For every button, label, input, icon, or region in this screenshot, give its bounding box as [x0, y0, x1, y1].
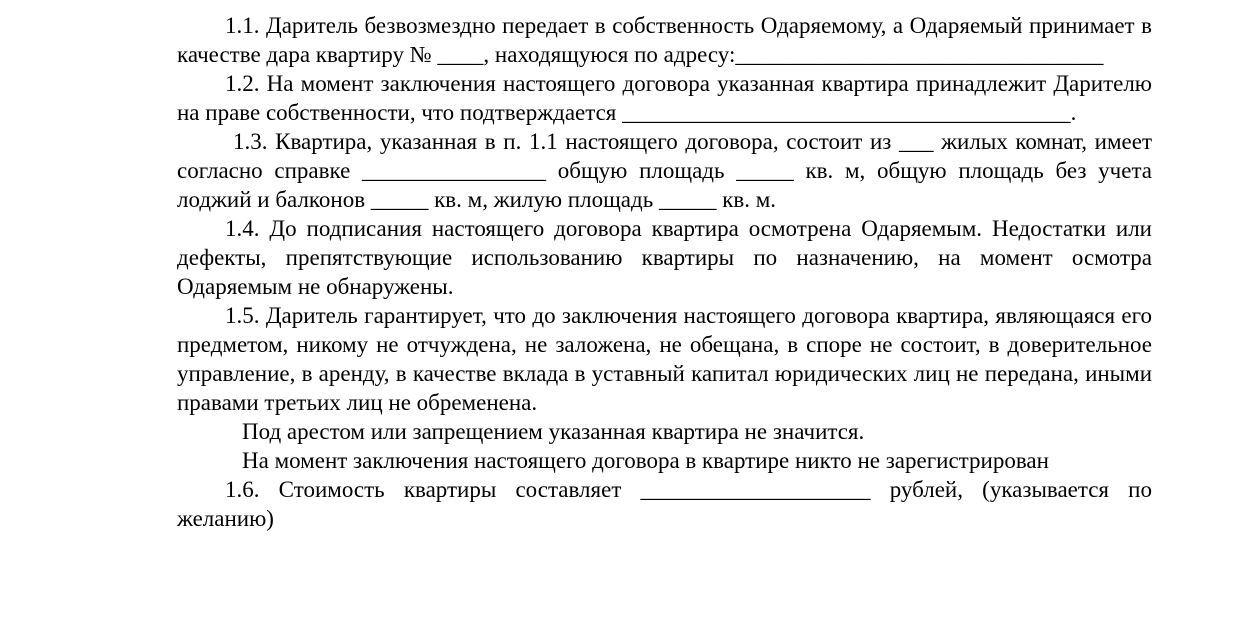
contract-section-1	[177, 11, 1158, 533]
clause-1-2: 1.2. На момент заключения настоящего договора указанная квартира принадлежит Дарителю на праве собственности, что подтверждается _______________________________________.	[177, 71, 1158, 125]
clause-1-6: 1.6. Стоимость квартиры составляет ____________________ рублей, (указывается по желанию)	[177, 477, 1158, 531]
clause-1-5-arrest-note: Под арестом или запрещением указанная квартира не значится.	[242, 419, 865, 444]
clause-1-5: 1.5. Даритель гарантирует, что до заключения настоящего договора квартира, являющаяся его предметом, никому не отчуждена, не заложена, не обещана, в споре не состоит, в доверительное управление, в аренду, в качестве вклада в уставный капитал юридических лиц не передана, иными правами третьих лиц не обременена.	[177, 303, 1158, 415]
clause-1-4: 1.4. До подписания настоящего договора квартира осмотрена Одаряемым. Недостатки или дефекты, препятствующие использованию квартиры по назначению, на момент осмотра Одаряемым не обнаружены.	[177, 216, 1158, 299]
clause-1-1: 1.1. Даритель безвозмездно передает в собственность Одаряемому, а Одаряемый принимает в качестве дара квартиру № ____, находящуюся по адресу:________________________________	[177, 13, 1158, 67]
clause-1-3: 1.3. Квартира, указанная в п. 1.1 настоящего договора, состоит из ___ жилых комнат, имеет согласно справке ________________ общую площадь _____ кв. м, общую площадь без учета лоджий и балконов _____ кв. м, жилую площадь _____ кв. м.	[177, 129, 1158, 212]
clause-1-5-registration-note: На момент заключения настоящего договора в квартире никто не зарегистрирован	[242, 448, 1049, 473]
